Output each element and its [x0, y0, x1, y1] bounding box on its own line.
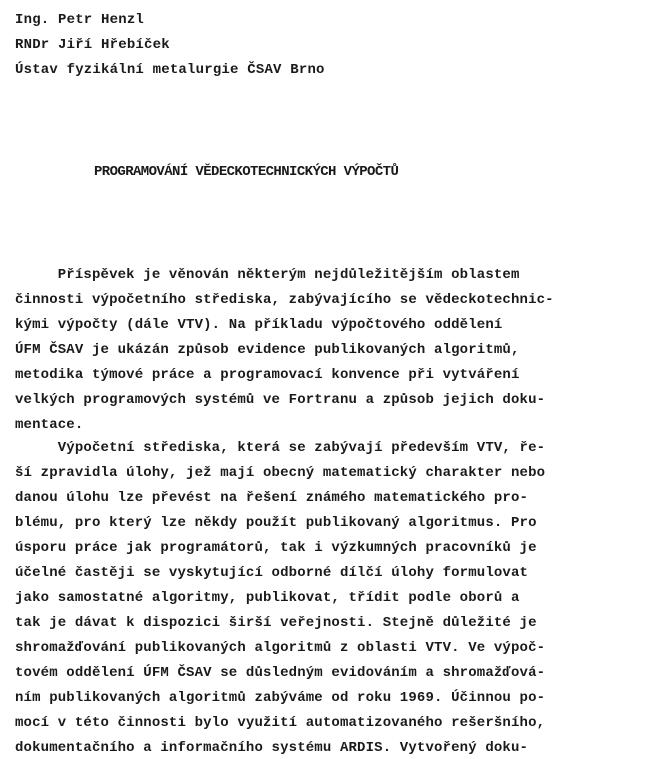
body-line: dokumentačního a informačního systému ARDIS. Vytvořený doku- — [15, 740, 529, 756]
body-line: tak je dávat k dispozici širší veřejnosti. Stejně důležité je — [15, 615, 537, 631]
body-line: Výpočetní střediska, která se zabývají především VTV, ře- — [15, 440, 546, 456]
body-line: úsporu práce jak programátorů, tak i výzkumných pracovníků je — [15, 540, 537, 556]
body-line: mentace. — [15, 417, 84, 433]
body-line: tovém oddělení ÚFM ČSAV se důsledným evidováním a shromažďová- — [15, 665, 546, 681]
document-title: PROGRAMOVÁNÍ VĚDECKOTECHNICKÝCH VÝPOČTŮ — [94, 164, 399, 180]
body-line: blému, pro který lze někdy použít publikovaný algoritmus. Pro — [15, 515, 537, 531]
body-line: ší zpravidla úlohy, jež mají obecný matematický charakter nebo — [15, 465, 546, 481]
body-line: ním publikovaných algoritmů zabýváme od roku 1969. Účinnou po- — [15, 690, 546, 706]
body-line: činnosti výpočetního střediska, zabývajícího se vědeckotechnic- — [15, 292, 554, 308]
body-line: danou úlohu lze převést na řešení známého matematického pro- — [15, 490, 529, 506]
body-line: účelné častěji se vyskytující odborné dílčí úlohy formulovat — [15, 565, 529, 581]
body-line: metodika týmové práce a programovací konvence při vytváření — [15, 367, 520, 383]
body-line: ÚFM ČSAV je ukázán způsob evidence publikovaných algoritmů, — [15, 342, 520, 358]
body-line: jako samostatné algoritmy, publikovat, třídit podle oborů a — [15, 590, 520, 606]
body-line: velkých programových systémů ve Fortranu a způsob jejich doku- — [15, 392, 546, 408]
author-affiliation: Ústav fyzikální metalurgie ČSAV Brno — [15, 62, 325, 78]
body-line: Příspěvek je věnován některým nejdůležitějším oblastem — [15, 267, 520, 283]
body-line: kými výpočty (dále VTV). Na příkladu výpočtového oddělení — [15, 317, 503, 333]
author-name-1: Ing. Petr Henzl — [15, 12, 145, 28]
author-name-2: RNDr Jiří Hřebíček — [15, 37, 170, 53]
body-line: mocí v této činnosti bylo využití automatizovaného rešeršního, — [15, 715, 546, 731]
body-line: shromažďování publikovaných algoritmů z oblasti VTV. Ve výpoč- — [15, 640, 546, 656]
